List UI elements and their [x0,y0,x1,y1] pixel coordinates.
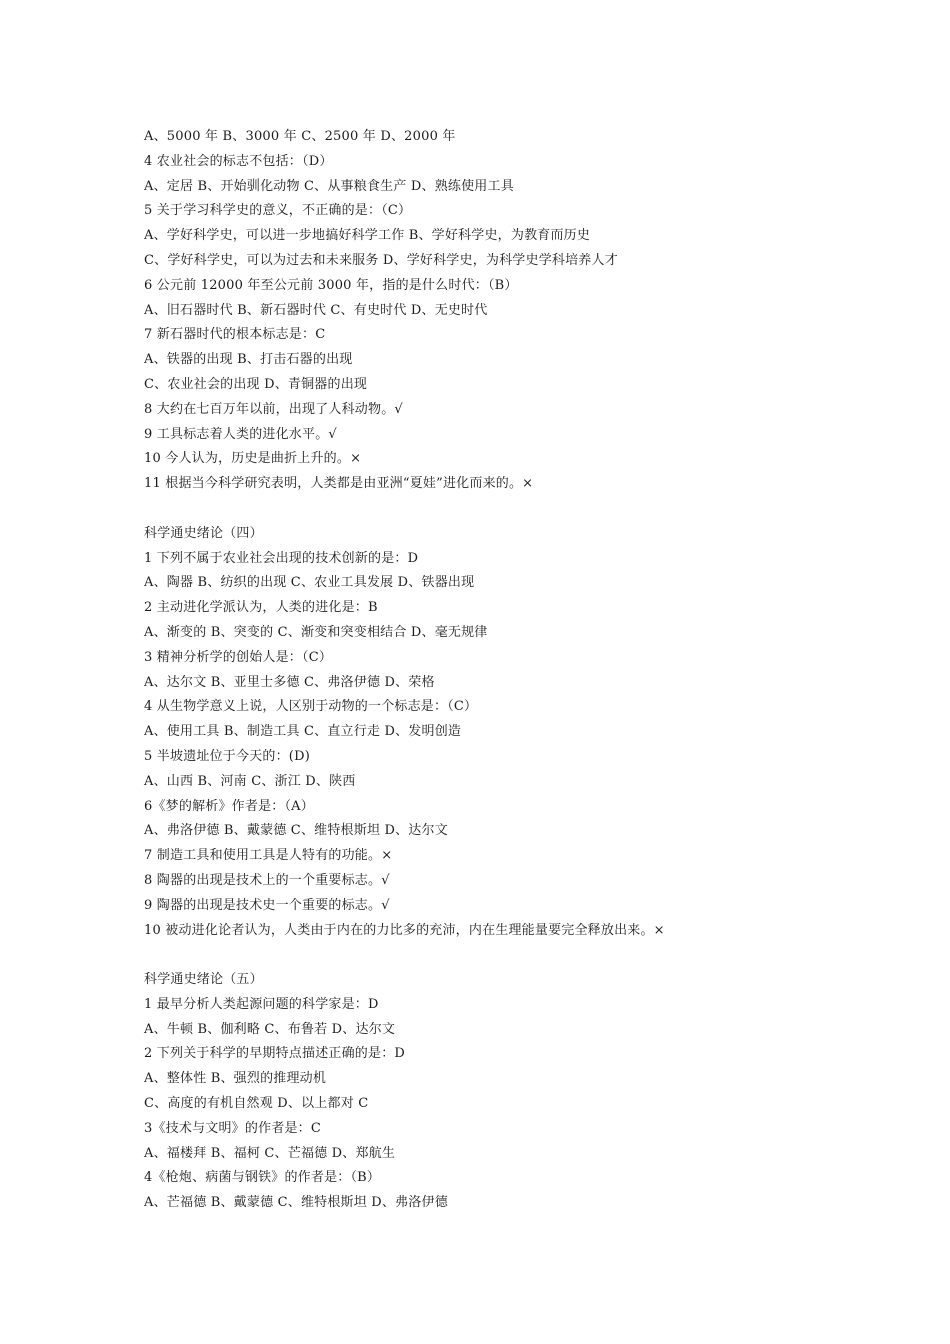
answer-options: A、陶器 B、纺织的出现 C、农业工具发展 D、铁器出现 [144,575,475,591]
true-false-question: 9 工具标志着人类的进化水平。√ [144,426,337,442]
question-line: 1 下列不属于农业社会出现的技术创新的是：D [144,550,419,566]
true-false-question: 10 被动进化论者认为，人类由于内在的力比多的充沛，内在生理能量要完全释放出来。× [144,922,665,938]
question-line: 2 下列关于科学的早期特点描述正确的是：D [144,1046,406,1062]
true-false-question: 8 大约在七百万年以前，出现了人科动物。√ [144,401,403,417]
true-false-question: 10 今人认为，历史是曲折上升的。× [144,451,362,467]
answer-options: C、高度的有机自然观 D、以上都对 C [144,1096,369,1112]
section-spacer [144,943,844,968]
section-intro-five [144,968,844,1216]
true-false-question: 8 陶器的出现是技术上的一个重要标志。√ [144,872,390,888]
answer-options: C、农业社会的出现 D、青铜器的出现 [144,376,368,392]
answer-options: A、弗洛伊德 B、戴蒙德 C、维特根斯坦 D、达尔文 [144,823,448,839]
section-heading: 科学通史绪论（四） [144,525,263,541]
answer-options: A、铁器的出现 B、打击石器的出现 [144,352,353,368]
section-intro-four [144,522,844,944]
answer-options: A、定居 B、开始驯化动物 C、从事粮食生产 D、熟练使用工具 [144,178,514,194]
answer-options: A、渐变的 B、突变的 C、渐变和突变相结合 D、毫无规律 [144,624,488,640]
answer-options: A、使用工具 B、制造工具 C、直立行走 D、发明创造 [144,724,462,740]
question-block-continued [144,125,844,497]
answer-options: A、福楼拜 B、福柯 C、芒福德 D、郑航生 [144,1145,396,1161]
true-false-question: 9 陶器的出现是技术史一个重要的标志。√ [144,897,390,913]
question-line: 5 半坡遗址位于今天的：(D) [144,748,310,764]
true-false-question: 7 制造工具和使用工具是人特有的功能。× [144,848,393,864]
question-line: 4 从生物学意义上说，人区别于动物的一个标志是：（C） [144,699,478,715]
question-line: 3《技术与文明》的作者是：C [144,1120,322,1136]
answer-options: A、达尔文 B、亚里士多德 C、弗洛伊德 D、荣格 [144,674,435,690]
answer-options: A、5000 年 B、3000 年 C、2500 年 D、2000 年 [144,129,456,144]
question-line: 5 关于学习科学史的意义，不正确的是：（C） [144,203,412,219]
question-line: 2 主动进化学派认为，人类的进化是：B [144,600,378,616]
section-spacer [144,497,844,522]
question-line: 3 精神分析学的创始人是：（C） [144,649,333,665]
question-line: 4《枪炮、病菌与钢铁》的作者是：（B） [144,1170,381,1186]
question-line: 6 公元前 12000 年至公元前 3000 年，指的是什么时代：（B） [144,277,518,293]
question-line: 4 农业社会的标志不包括：（D） [144,153,333,169]
true-false-question: 11 根据当今科学研究表明，人类都是由亚洲“夏娃”进化而来的。× [144,476,534,492]
question-line: 1 最早分析人类起源问题的科学家是：D [144,996,379,1012]
answer-options: A、牛顿 B、伽利略 C、布鲁若 D、达尔文 [144,1021,396,1037]
answer-options: A、整体性 B、强烈的推理动机 [144,1071,327,1087]
section-heading: 科学通史绪论（五） [144,972,263,988]
answer-options: A、学好科学史，可以进一步地搞好科学工作 B、学好科学史，为教育而历史 [144,228,591,244]
question-line: 6《梦的解析》作者是：（A） [144,798,314,814]
answer-options: A、芒福德 B、戴蒙德 C、维特根斯坦 D、弗洛伊德 [144,1195,448,1211]
question-line: 7 新石器时代的根本标志是：C [144,327,326,343]
document-page [144,125,844,1216]
answer-options: A、山西 B、河南 C、浙江 D、陕西 [144,773,356,789]
answer-options: A、旧石器时代 B、新石器时代 C、有史时代 D、无史时代 [144,302,488,318]
answer-options: C、学好科学史，可以为过去和未来服务 D、学好科学史，为科学史学科培养人才 [144,252,618,268]
